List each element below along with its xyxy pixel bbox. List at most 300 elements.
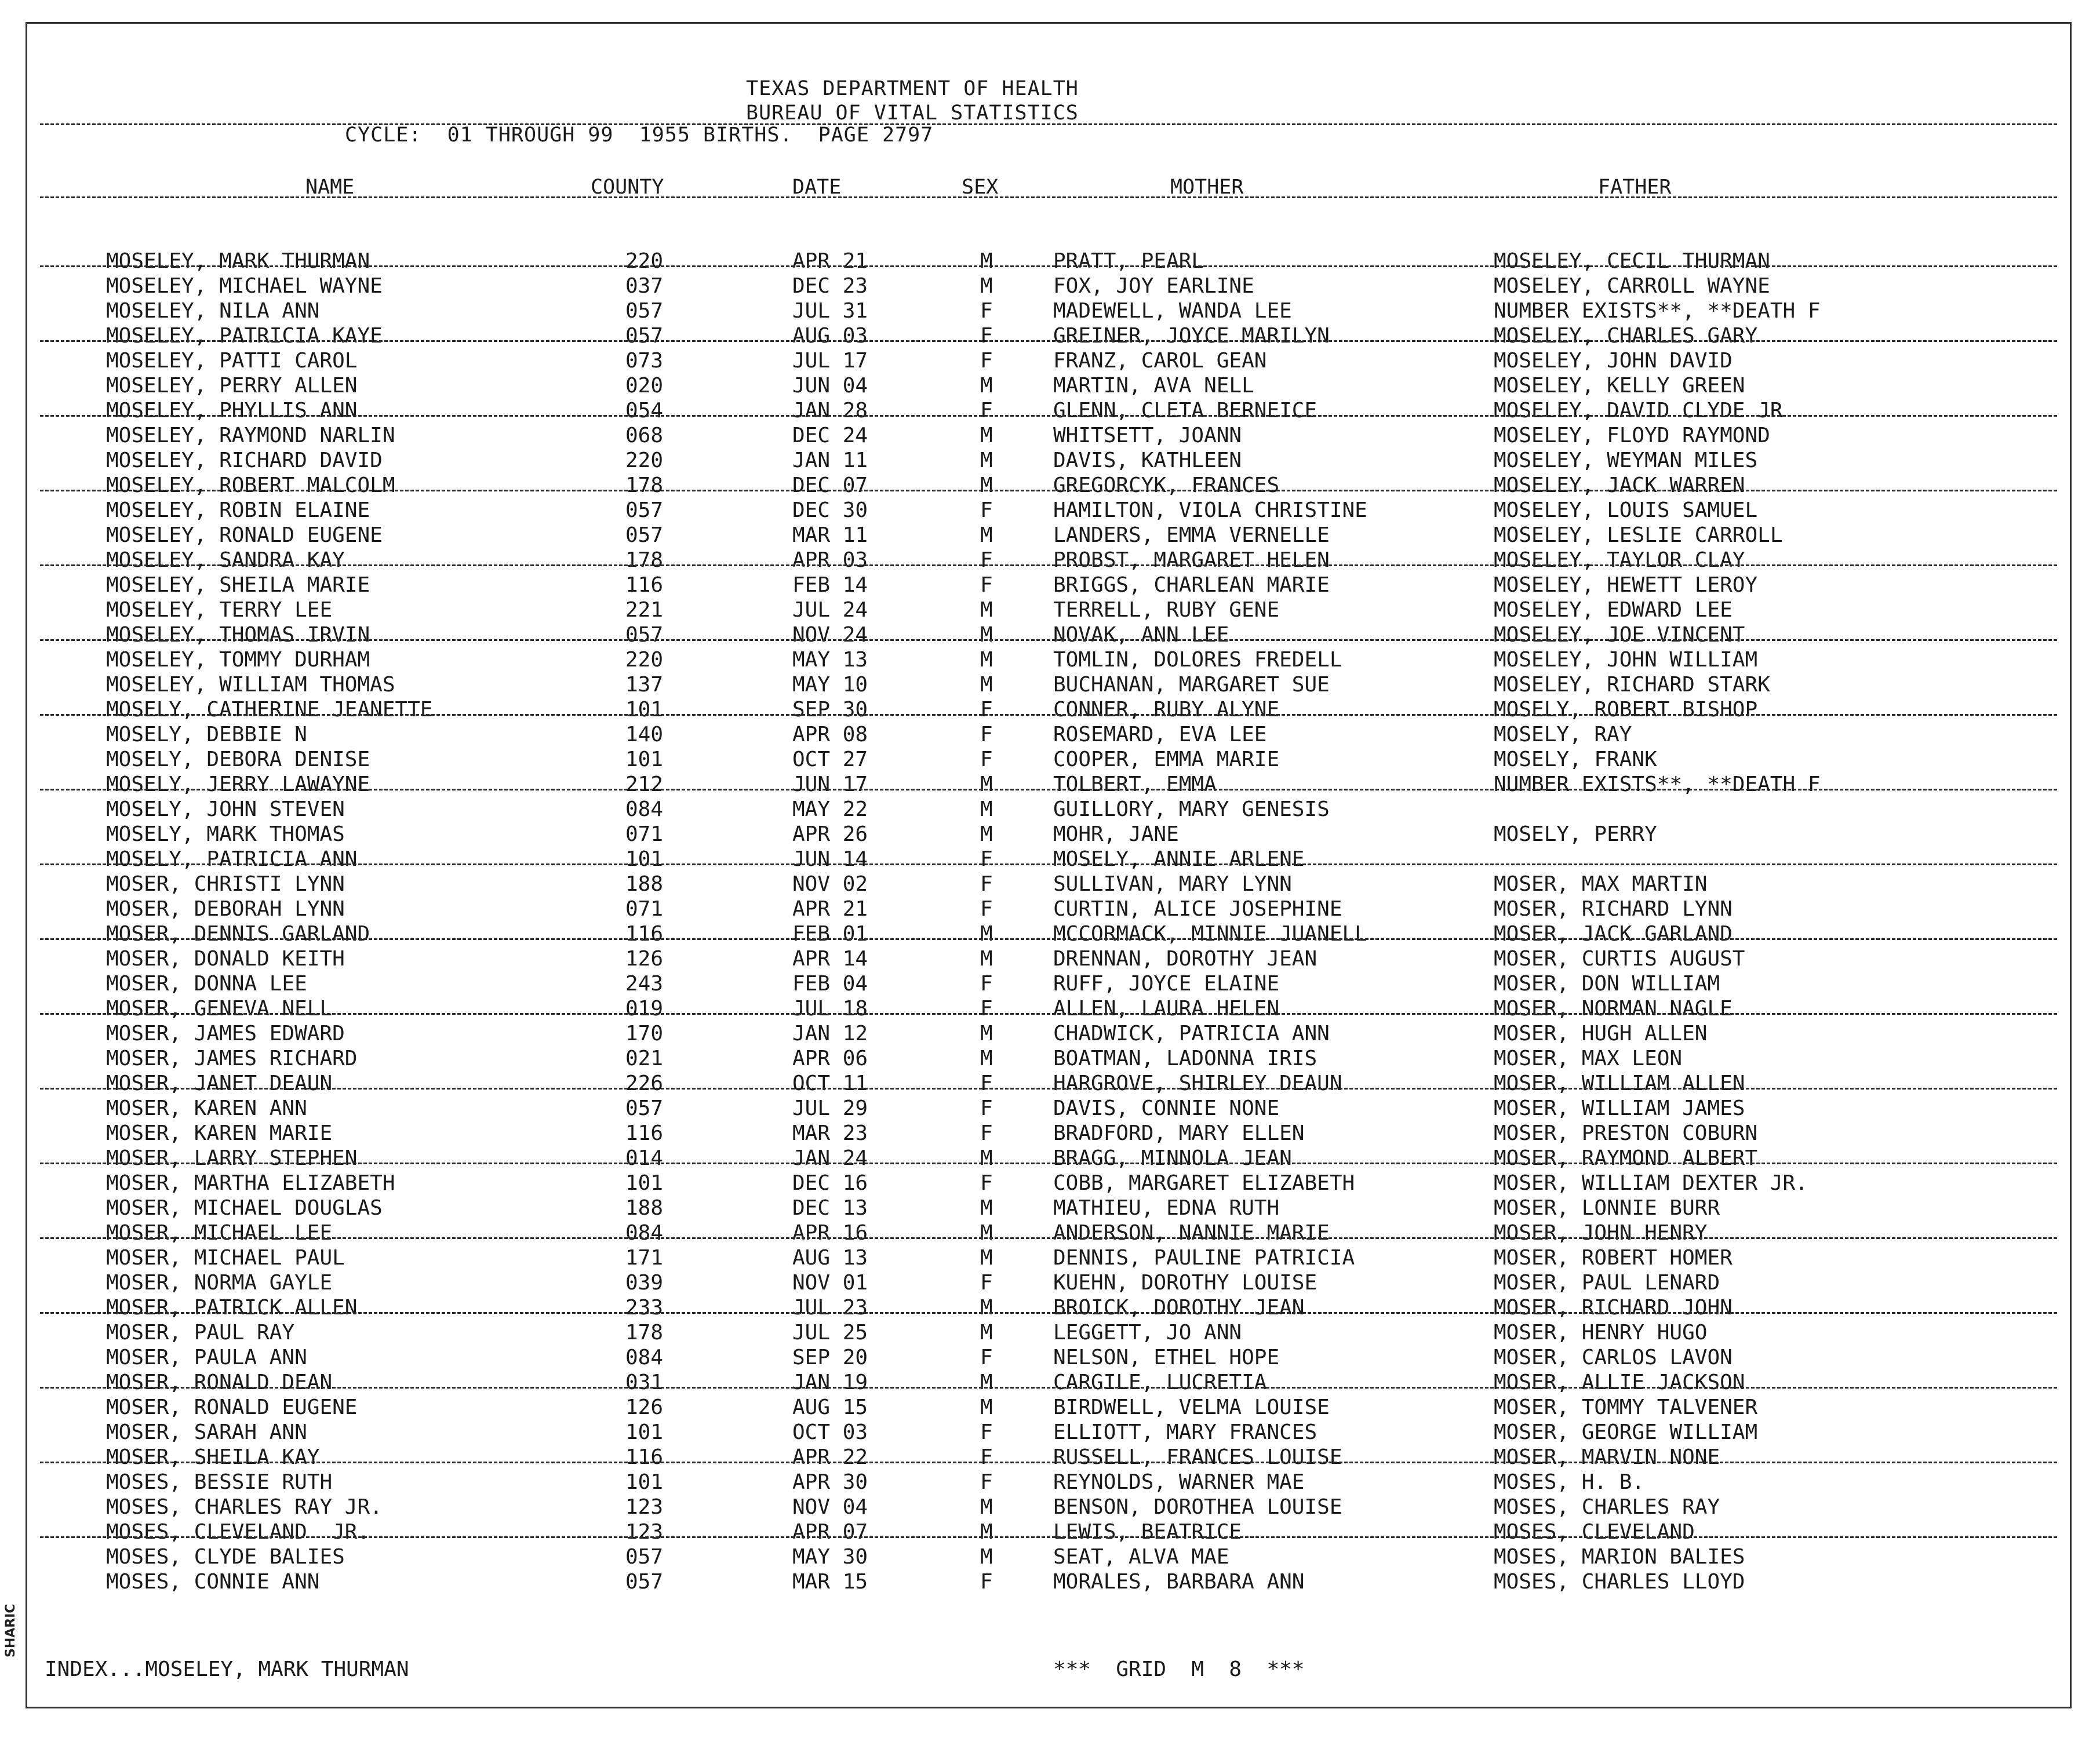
record-name: MOSELEY, THOMAS IRVIN	[106, 623, 370, 647]
record-date: APR 26	[792, 822, 868, 846]
record-father: MOSER, TOMMY TALVENER	[1494, 1395, 1758, 1419]
record-sex: F	[980, 1570, 993, 1594]
record-row	[27, 1046, 2070, 1071]
record-father: MOSER, RICHARD JOHN	[1494, 1296, 1733, 1320]
record-date: FEB 01	[792, 922, 868, 946]
record-date: JUL 31	[792, 299, 868, 323]
record-mother: ROSEMARD, EVA LEE	[1053, 723, 1267, 746]
record-mother: DRENNAN, DOROTHY JEAN	[1053, 947, 1317, 971]
record-sex: M	[980, 274, 993, 298]
record-name: MOSER, DONALD KEITH	[106, 947, 345, 971]
record-county: 212	[625, 773, 664, 796]
record-date: NOV 04	[792, 1495, 868, 1519]
record-mother: FRANZ, CAROL GEAN	[1053, 349, 1267, 373]
record-name: MOSER, PAUL RAY	[106, 1321, 295, 1345]
side-stamp: SHARIC	[3, 1604, 18, 1657]
record-father: MOSER, GEORGE WILLIAM	[1494, 1420, 1758, 1444]
record-sex: F	[980, 349, 993, 373]
microfilm-page	[26, 22, 2072, 1708]
record-county: 084	[625, 1221, 664, 1245]
record-county: 084	[625, 1346, 664, 1369]
record-sex: F	[980, 748, 993, 771]
record-name: MOSER, NORMA GAYLE	[106, 1271, 333, 1295]
record-sex: F	[980, 723, 993, 746]
record-date: JUL 18	[792, 997, 868, 1021]
record-row	[27, 822, 2070, 847]
record-sex: M	[980, 673, 993, 697]
record-row	[27, 597, 2070, 622]
record-row	[27, 1196, 2070, 1220]
record-name: MOSELEY, RAYMOND NARLIN	[106, 424, 395, 447]
record-date: MAY 22	[792, 797, 868, 821]
record-county: 178	[625, 473, 664, 497]
record-row	[27, 274, 2070, 298]
record-father: MOSELEY, KELLY GREEN	[1494, 374, 1745, 398]
record-county: 019	[625, 997, 664, 1021]
record-mother: MOHR, JANE	[1053, 822, 1179, 846]
record-row	[27, 996, 2070, 1021]
record-date: JAN 19	[792, 1371, 868, 1394]
record-sex: M	[980, 473, 993, 497]
record-row	[27, 473, 2070, 498]
record-row	[27, 523, 2070, 548]
record-county: 123	[625, 1495, 664, 1519]
record-date: JAN 24	[792, 1146, 868, 1170]
record-county: 101	[625, 698, 664, 722]
record-row	[27, 1096, 2070, 1121]
record-sex: M	[980, 822, 993, 846]
record-county: 178	[625, 1321, 664, 1345]
record-mother: KUEHN, DOROTHY LOUISE	[1053, 1271, 1317, 1295]
record-father: MOSELY, FRANK	[1494, 748, 1657, 771]
record-sex: M	[980, 922, 993, 946]
record-father: MOSER, MAX LEON	[1494, 1047, 1683, 1070]
record-row	[27, 672, 2070, 697]
record-row	[27, 348, 2070, 373]
record-row	[27, 1071, 2070, 1096]
record-county: 170	[625, 1022, 664, 1045]
record-mother: BOATMAN, LADONNA IRIS	[1053, 1047, 1317, 1070]
record-name: MOSELY, JERRY LAWAYNE	[106, 773, 370, 796]
record-date: MAY 13	[792, 648, 868, 672]
row-guide-rule	[40, 564, 2057, 566]
row-guide-rule	[40, 1013, 2057, 1015]
record-father: MOSELEY, LOUIS SAMUEL	[1494, 498, 1758, 522]
record-name: MOSELEY, TERRY LEE	[106, 598, 333, 622]
record-row	[27, 622, 2070, 647]
record-sex: F	[980, 972, 993, 996]
record-row	[27, 1245, 2070, 1270]
record-name: MOSELY, CATHERINE JEANETTE	[106, 698, 433, 722]
record-county: 031	[625, 1371, 664, 1394]
record-county: 014	[625, 1146, 664, 1170]
record-mother: NELSON, ETHEL HOPE	[1053, 1346, 1280, 1369]
row-guide-rule	[40, 265, 2057, 267]
record-date: FEB 14	[792, 573, 868, 597]
record-date: AUG 03	[792, 324, 868, 348]
record-name: MOSES, BESSIE RUTH	[106, 1470, 333, 1494]
record-county: 233	[625, 1296, 664, 1320]
record-row	[27, 398, 2070, 423]
record-date: JUL 24	[792, 598, 868, 622]
record-name: MOSER, GENEVA NELL	[106, 997, 333, 1021]
record-name: MOSELEY, PHYLLIS ANN	[106, 399, 358, 422]
record-sex: F	[980, 299, 993, 323]
record-date: APR 21	[792, 249, 868, 273]
record-sex: F	[980, 1096, 993, 1120]
record-name: MOSELEY, MARK THURMAN	[106, 249, 370, 273]
record-father: MOSELEY, DAVID CLYDE JR	[1494, 399, 1783, 422]
record-sex: M	[980, 1296, 993, 1320]
record-sex: M	[980, 797, 993, 821]
record-county: 126	[625, 1395, 664, 1419]
record-date: MAY 10	[792, 673, 868, 697]
record-row	[27, 1345, 2070, 1370]
record-name: MOSER, JAMES EDWARD	[106, 1022, 345, 1045]
record-county: 126	[625, 947, 664, 971]
record-name: MOSER, KAREN ANN	[106, 1096, 307, 1120]
record-mother: MCCORMACK, MINNIE JUANELL	[1053, 922, 1367, 946]
record-row	[27, 1495, 2070, 1520]
record-date: APR 30	[792, 1470, 868, 1494]
record-mother: MATHIEU, EDNA RUTH	[1053, 1196, 1280, 1220]
record-row	[27, 971, 2070, 996]
record-father: MOSER, PAUL LENARD	[1494, 1271, 1720, 1295]
record-date: OCT 27	[792, 748, 868, 771]
record-row	[27, 897, 2070, 921]
record-row	[27, 548, 2070, 573]
record-father: MOSER, RAYMOND ALBERT	[1494, 1146, 1758, 1170]
column-header-sex: SEX	[962, 176, 999, 199]
record-sex: M	[980, 1022, 993, 1045]
record-father: MOSELEY, WEYMAN MILES	[1494, 449, 1758, 472]
record-county: 101	[625, 1420, 664, 1444]
record-sex: M	[980, 523, 993, 547]
record-county: 243	[625, 972, 664, 996]
record-county: 073	[625, 349, 664, 373]
record-county: 188	[625, 872, 664, 896]
record-date: APR 06	[792, 1047, 868, 1070]
record-sex: M	[980, 424, 993, 447]
record-father: MOSER, MAX MARTIN	[1494, 872, 1708, 896]
records-table	[27, 24, 2070, 1707]
record-name: MOSER, MICHAEL LEE	[106, 1221, 333, 1245]
record-mother: DAVIS, CONNIE NONE	[1053, 1096, 1280, 1120]
record-county: 116	[625, 573, 664, 597]
record-name: MOSELEY, TOMMY DURHAM	[106, 648, 370, 672]
record-father: MOSER, WILLIAM ALLEN	[1494, 1072, 1745, 1095]
record-name: MOSELEY, SANDRA KAY	[106, 548, 345, 572]
record-mother: GLENN, CLETA BERNEICE	[1053, 399, 1317, 422]
record-name: MOSER, CHRISTI LYNN	[106, 872, 345, 896]
record-sex: F	[980, 1271, 993, 1295]
record-mother: LEGGETT, JO ANN	[1053, 1321, 1242, 1345]
record-row	[27, 872, 2070, 897]
record-mother: MOSELY, ANNIE ARLENE	[1053, 847, 1305, 871]
record-mother: COOPER, EMMA MARIE	[1053, 748, 1280, 771]
column-header-name: NAME	[305, 176, 355, 199]
record-date: JAN 11	[792, 449, 868, 472]
record-mother: MARTIN, AVA NELL	[1053, 374, 1254, 398]
record-row	[27, 1171, 2070, 1196]
record-mother: CARGILE, LUCRETIA	[1053, 1371, 1267, 1394]
record-father: MOSER, HENRY HUGO	[1494, 1321, 1708, 1345]
record-sex: F	[980, 399, 993, 422]
record-date: APR 08	[792, 723, 868, 746]
row-guide-rule	[40, 490, 2057, 491]
record-father: MOSELEY, RICHARD STARK	[1494, 673, 1770, 697]
record-father: MOSELEY, CARROLL WAYNE	[1494, 274, 1770, 298]
record-date: NOV 01	[792, 1271, 868, 1295]
record-sex: F	[980, 698, 993, 722]
record-date: JAN 28	[792, 399, 868, 422]
record-county: 220	[625, 249, 664, 273]
record-row	[27, 1470, 2070, 1495]
record-date: DEC 16	[792, 1171, 868, 1195]
record-date: MAY 30	[792, 1545, 868, 1569]
record-mother: TOLBERT, EMMA	[1053, 773, 1217, 796]
record-row	[27, 1146, 2070, 1171]
record-row	[27, 747, 2070, 772]
record-mother: FOX, JOY EARLINE	[1053, 274, 1254, 298]
record-father: MOSER, JACK GARLAND	[1494, 922, 1733, 946]
record-county: 057	[625, 1096, 664, 1120]
record-county: 116	[625, 1445, 664, 1469]
record-name: MOSER, DEBORAH LYNN	[106, 897, 345, 921]
record-sex: M	[980, 773, 993, 796]
record-date: DEC 30	[792, 498, 868, 522]
row-guide-rule	[40, 415, 2057, 417]
record-date: MAR 11	[792, 523, 868, 547]
record-row	[27, 1569, 2070, 1594]
record-name: MOSELY, PATRICIA ANN	[106, 847, 358, 871]
record-sex: F	[980, 997, 993, 1021]
row-guide-rule	[40, 1163, 2057, 1164]
record-row	[27, 772, 2070, 797]
record-row	[27, 1320, 2070, 1345]
record-father: MOSES, CLEVELAND	[1494, 1520, 1695, 1544]
record-row	[27, 1420, 2070, 1445]
record-father: MOSER, HUGH ALLEN	[1494, 1022, 1708, 1045]
record-date: APR 03	[792, 548, 868, 572]
record-mother: ALLEN, LAURA HELEN	[1053, 997, 1280, 1021]
record-county: 226	[625, 1072, 664, 1095]
record-mother: BRAGG, MINNOLA JEAN	[1053, 1146, 1292, 1170]
record-father: NUMBER EXISTS**, **DEATH F	[1494, 299, 1821, 323]
record-name: MOSELY, JOHN STEVEN	[106, 797, 345, 821]
record-sex: F	[980, 1346, 993, 1369]
record-date: JUL 29	[792, 1096, 868, 1120]
record-name: MOSER, SHEILA KAY	[106, 1445, 320, 1469]
record-name: MOSES, CONNIE ANN	[106, 1570, 320, 1594]
record-father: MOSELEY, JOHN WILLIAM	[1494, 648, 1758, 672]
record-name: MOSER, MICHAEL PAUL	[106, 1246, 345, 1270]
record-name: MOSER, LARRY STEPHEN	[106, 1146, 358, 1170]
record-father: MOSER, ROBERT HOMER	[1494, 1246, 1733, 1270]
record-father: MOSER, WILLIAM JAMES	[1494, 1096, 1745, 1120]
record-county: 140	[625, 723, 664, 746]
record-mother: MORALES, BARBARA ANN	[1053, 1570, 1305, 1594]
record-father: MOSER, RICHARD LYNN	[1494, 897, 1733, 921]
record-father: MOSER, ALLIE JACKSON	[1494, 1371, 1745, 1394]
record-name: MOSES, CLYDE BALIES	[106, 1545, 345, 1569]
record-county: 101	[625, 1171, 664, 1195]
record-row	[27, 647, 2070, 672]
record-date: FEB 04	[792, 972, 868, 996]
record-name: MOSER, PATRICK ALLEN	[106, 1296, 358, 1320]
record-sex: M	[980, 947, 993, 971]
row-guide-rule	[40, 1237, 2057, 1239]
record-name: MOSELY, MARK THOMAS	[106, 822, 345, 846]
record-father: MOSER, NORMAN NAGLE	[1494, 997, 1733, 1021]
record-sex: M	[980, 249, 993, 273]
record-date: JUN 17	[792, 773, 868, 796]
record-county: 116	[625, 922, 664, 946]
record-sex: M	[980, 1371, 993, 1394]
header-cycle: CYCLE: 01 THROUGH 99 1955 BIRTHS. PAGE 2797	[345, 123, 934, 147]
record-county: 178	[625, 548, 664, 572]
record-father: MOSELEY, EDWARD LEE	[1494, 598, 1733, 622]
record-mother: REYNOLDS, WARNER MAE	[1053, 1470, 1305, 1494]
record-county: 123	[625, 1520, 664, 1544]
record-date: JAN 12	[792, 1022, 868, 1045]
record-mother: PRATT, PEARL	[1053, 249, 1204, 273]
column-header-mother: MOTHER	[1170, 176, 1244, 199]
row-guide-rule	[40, 1536, 2057, 1538]
record-sex: M	[980, 1321, 993, 1345]
record-county: 071	[625, 897, 664, 921]
record-name: MOSELEY, ROBERT MALCOLM	[106, 473, 395, 497]
row-guide-rule	[40, 1387, 2057, 1389]
record-row	[27, 797, 2070, 822]
record-date: APR 16	[792, 1221, 868, 1245]
record-row	[27, 847, 2070, 872]
row-guide-rule	[40, 1462, 2057, 1463]
record-mother: WHITSETT, JOANN	[1053, 424, 1242, 447]
record-father: MOSER, MARVIN NONE	[1494, 1445, 1720, 1469]
record-row	[27, 1395, 2070, 1420]
record-county: 221	[625, 598, 664, 622]
record-county: 037	[625, 274, 664, 298]
record-father: MOSELEY, FLOYD RAYMOND	[1494, 424, 1770, 447]
record-mother: PROBST, MARGARET HELEN	[1053, 548, 1330, 572]
record-row	[27, 722, 2070, 747]
record-name: MOSELEY, MICHAEL WAYNE	[106, 274, 383, 298]
record-row	[27, 1370, 2070, 1395]
record-name: MOSELEY, SHEILA MARIE	[106, 573, 370, 597]
record-name: MOSER, PAULA ANN	[106, 1346, 307, 1369]
record-father: MOSELEY, JOE VINCENT	[1494, 623, 1745, 647]
record-row	[27, 323, 2070, 348]
record-county: 057	[625, 324, 664, 348]
record-date: MAR 23	[792, 1121, 868, 1145]
record-mother: GREGORCYK, FRANCES	[1053, 473, 1280, 497]
record-mother: ANDERSON, NANNIE MARIE	[1053, 1221, 1330, 1245]
record-father: MOSELEY, CHARLES GARY	[1494, 324, 1758, 348]
record-mother: COBB, MARGARET ELIZABETH	[1053, 1171, 1355, 1195]
record-father: MOSER, LONNIE BURR	[1494, 1196, 1720, 1220]
record-sex: M	[980, 648, 993, 672]
record-father: MOSES, MARION BALIES	[1494, 1545, 1745, 1569]
record-row	[27, 697, 2070, 722]
record-row	[27, 1520, 2070, 1544]
record-sex: F	[980, 498, 993, 522]
record-county: 057	[625, 299, 664, 323]
record-mother: HARGROVE, SHIRLEY DEAUN	[1053, 1072, 1342, 1095]
record-father: MOSELEY, CECIL THURMAN	[1494, 249, 1770, 273]
record-mother: BENSON, DOROTHEA LOUISE	[1053, 1495, 1342, 1519]
record-father: MOSELY, ROBERT BISHOP	[1494, 698, 1758, 722]
record-county: 220	[625, 648, 664, 672]
record-father: MOSELEY, LESLIE CARROLL	[1494, 523, 1783, 547]
record-mother: BRADFORD, MARY ELLEN	[1053, 1121, 1305, 1145]
record-row	[27, 1295, 2070, 1320]
record-date: JUL 25	[792, 1321, 868, 1345]
record-name: MOSELY, DEBORA DENISE	[106, 748, 370, 771]
record-name: MOSELEY, RONALD EUGENE	[106, 523, 383, 547]
record-father: MOSER, WILLIAM DEXTER JR.	[1494, 1171, 1808, 1195]
record-father: MOSER, DON WILLIAM	[1494, 972, 1720, 996]
record-date: APR 21	[792, 897, 868, 921]
row-guide-rule	[40, 863, 2057, 865]
record-county: 171	[625, 1246, 664, 1270]
record-father: MOSES, CHARLES LLOYD	[1494, 1570, 1745, 1594]
record-mother: CONNER, RUBY ALYNE	[1053, 698, 1280, 722]
record-mother: CURTIN, ALICE JOSEPHINE	[1053, 897, 1342, 921]
record-mother: HAMILTON, VIOLA CHRISTINE	[1053, 498, 1367, 522]
record-name: MOSER, RONALD EUGENE	[106, 1395, 358, 1419]
record-sex: M	[980, 449, 993, 472]
record-sex: F	[980, 1470, 993, 1494]
record-mother: ELLIOTT, MARY FRANCES	[1053, 1420, 1317, 1444]
record-date: APR 07	[792, 1520, 868, 1544]
record-mother: LEWIS, BEATRICE	[1053, 1520, 1242, 1544]
record-father: MOSER, PRESTON COBURN	[1494, 1121, 1758, 1145]
record-sex: F	[980, 1420, 993, 1444]
record-row	[27, 1220, 2070, 1245]
record-sex: F	[980, 548, 993, 572]
record-name: MOSER, RONALD DEAN	[106, 1371, 333, 1394]
record-row	[27, 249, 2070, 274]
record-sex: M	[980, 1047, 993, 1070]
record-sex: F	[980, 1072, 993, 1095]
record-sex: M	[980, 623, 993, 647]
record-date: AUG 13	[792, 1246, 868, 1270]
record-date: JUL 23	[792, 1296, 868, 1320]
record-date: OCT 11	[792, 1072, 868, 1095]
record-date: DEC 13	[792, 1196, 868, 1220]
record-father: MOSER, CARLOS LAVON	[1494, 1346, 1733, 1369]
record-date: APR 14	[792, 947, 868, 971]
record-mother: CHADWICK, PATRICIA ANN	[1053, 1022, 1330, 1045]
record-sex: M	[980, 1221, 993, 1245]
record-county: 021	[625, 1047, 664, 1070]
record-father: MOSES, H. B.	[1494, 1470, 1645, 1494]
record-mother: LANDERS, EMMA VERNELLE	[1053, 523, 1330, 547]
record-name: MOSER, DENNIS GARLAND	[106, 922, 370, 946]
record-mother: BROICK, DOROTHY JEAN	[1053, 1296, 1305, 1320]
row-guide-rule	[40, 714, 2057, 716]
record-date: DEC 07	[792, 473, 868, 497]
record-date: APR 22	[792, 1445, 868, 1469]
record-county: 101	[625, 847, 664, 871]
record-sex: M	[980, 1520, 993, 1544]
record-sex: M	[980, 1246, 993, 1270]
record-county: 054	[625, 399, 664, 422]
record-name: MOSER, JAMES RICHARD	[106, 1047, 358, 1070]
record-county: 084	[625, 797, 664, 821]
record-sex: F	[980, 573, 993, 597]
